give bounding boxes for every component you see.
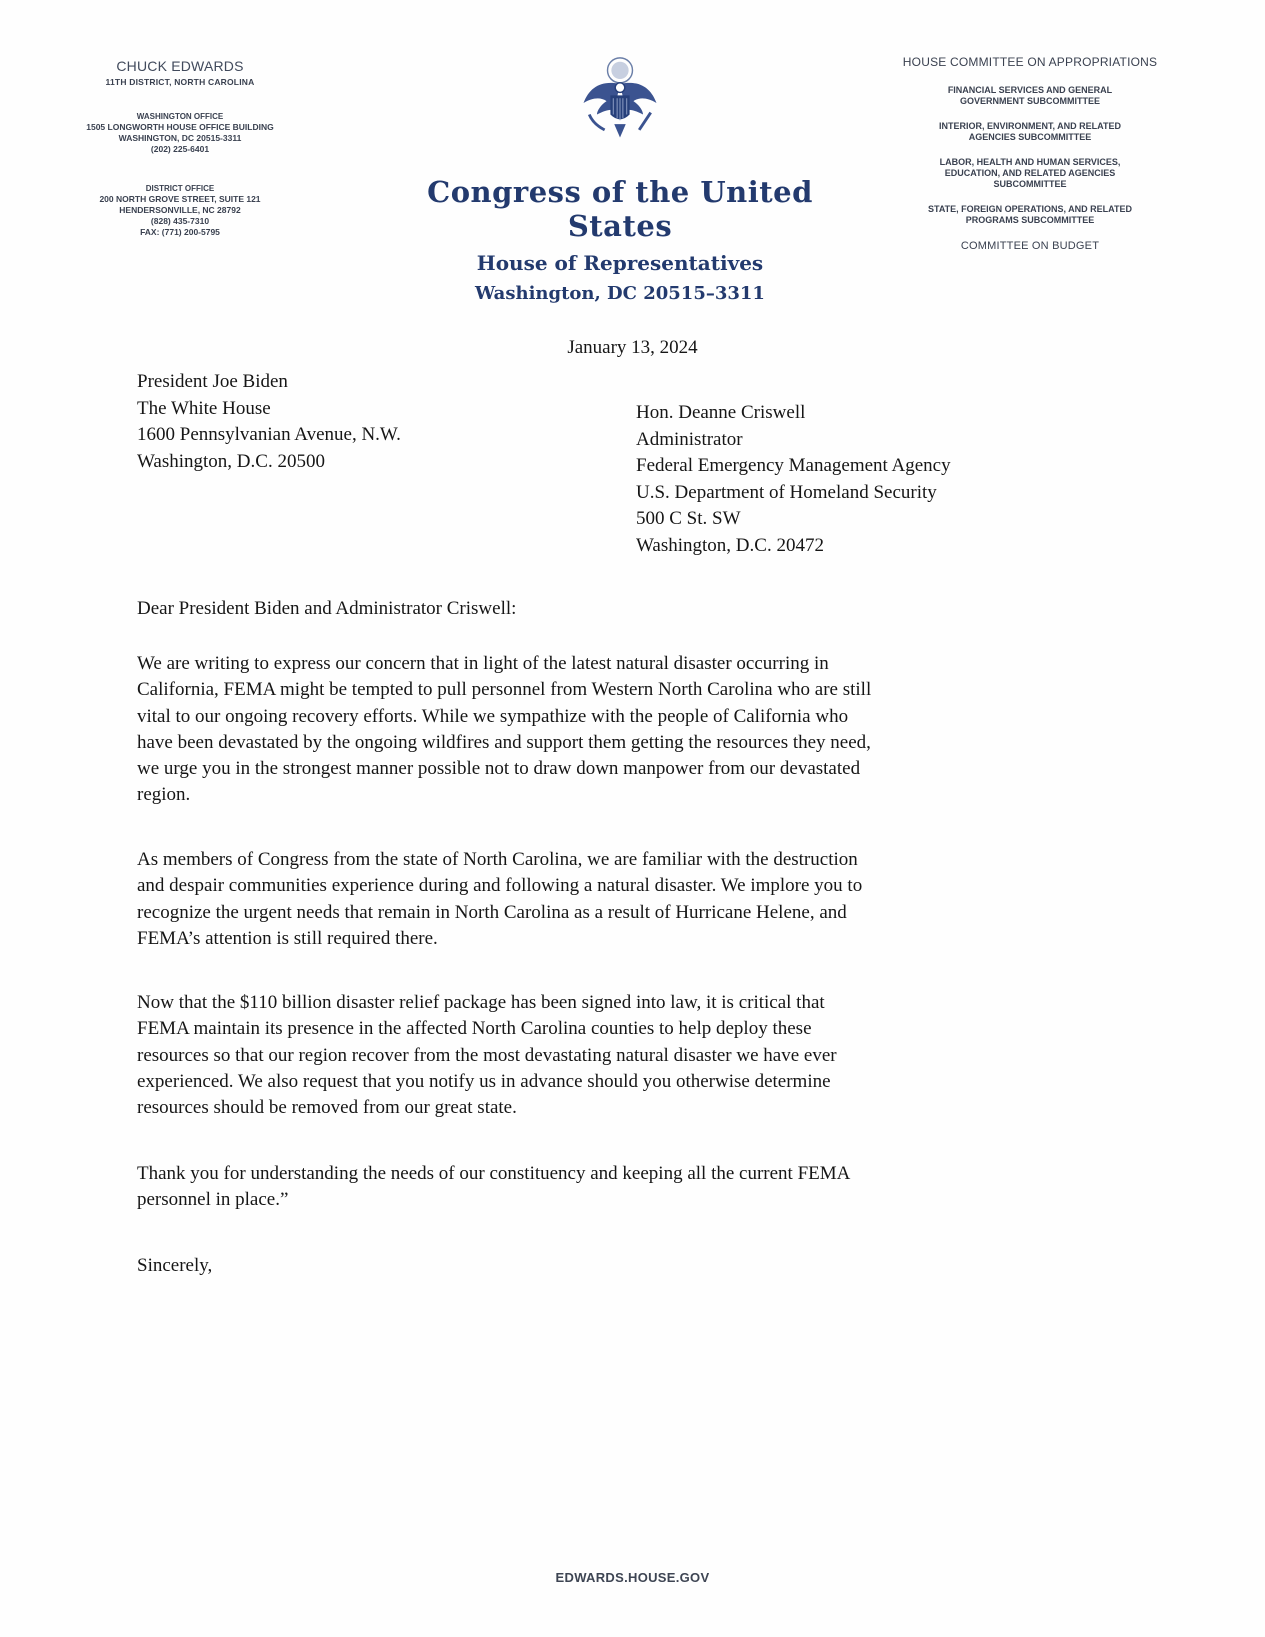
district-office-line: 200 NORTH GROVE STREET, SUITE 121 <box>99 194 261 204</box>
recipient-line: Federal Emergency Management Agency <box>636 455 951 476</box>
paragraph-line: personnel in place.” <box>137 1189 289 1211</box>
district-office-fax: FAX: (771) 200-5795 <box>140 227 220 237</box>
committee-info <box>860 55 1200 252</box>
body-paragraph-2 <box>137 847 1087 952</box>
committee-title: HOUSE COMMITTEE ON APPROPRIATIONS <box>902 55 1158 69</box>
recipient-line: Washington, D.C. 20500 <box>137 450 325 472</box>
member-district: 11TH DISTRICT, NORTH CAROLINA <box>105 77 255 87</box>
paragraph-line: region. <box>137 784 191 806</box>
subcommittee-line: AGENCIES SUBCOMMITTEE <box>968 132 1092 142</box>
member-info <box>40 58 320 238</box>
body-paragraph-1 <box>137 651 1087 809</box>
paragraph-line: and despair communities experience during and following a natural disaster. We implore you to <box>137 875 863 897</box>
paragraph-line: experienced. We also request that you notify us in advance should you otherwise determine <box>137 1070 831 1092</box>
recipient-line: President Joe Biden <box>137 371 288 392</box>
district-office-line: HENDERSONVILLE, NC 28792 <box>119 205 241 215</box>
letter-date: January 13, 2024 <box>567 337 698 358</box>
paragraph-line: recognize the urgent needs that remain in North Carolina as a result of Hurricane Helene, and <box>137 901 847 923</box>
subcommittee-financial-services <box>860 85 1200 107</box>
recipient-line: Hon. Deanne Criswell <box>636 402 806 423</box>
paragraph-line: resources should be removed from our great state. <box>137 1097 517 1119</box>
subcommittee-line: GOVERNMENT SUBCOMMITTEE <box>959 96 1100 106</box>
house-title: House of Representatives <box>476 251 764 275</box>
paragraph-line: We are writing to express our concern that in light of the latest natural disaster occurring in <box>137 653 829 674</box>
district-office-title: DISTRICT OFFICE <box>145 184 215 193</box>
closing: Sincerely, <box>137 1255 213 1276</box>
district-office-phone: (828) 435-7310 <box>150 216 210 226</box>
paragraph-line: have been devastated by the ongoing wildfires and support them getting the resources they need, <box>137 731 871 753</box>
subcommittee-line: PROGRAMS SUBCOMMITTEE <box>965 215 1095 225</box>
salutation: Dear President Biden and Administrator Criswell: <box>137 598 517 619</box>
footer-website: EDWARDS.HOUSE.GOV <box>555 1570 710 1585</box>
paragraph-line: FEMA’s attention is still required there. <box>137 927 438 949</box>
washington-office <box>40 111 320 155</box>
recipient-line: The White House <box>137 397 271 419</box>
paragraph-line: we urge you in the strongest manner possible not to draw down manpower from our devastated <box>137 758 861 780</box>
recipient-address-left <box>137 369 401 475</box>
recipient-address-right <box>636 400 951 559</box>
paragraph-line: vital to our ongoing recovery efforts. While we sympathize with the people of California who <box>137 705 849 727</box>
body-paragraph-4 <box>137 1161 1087 1214</box>
subcommittee-state-foreign-ops <box>860 204 1200 226</box>
paragraph-line: As members of Congress from the state of North Carolina, we are familiar with the destruction <box>137 849 858 870</box>
subcommittee-line: SUBCOMMITTEE <box>993 179 1067 189</box>
district-office <box>40 183 320 238</box>
subcommittee-line: STATE, FOREIGN OPERATIONS, AND RELATED <box>927 204 1132 214</box>
paragraph-line: FEMA maintain its presence in the affected North Carolina counties to help deploy these <box>137 1018 812 1040</box>
subcommittee-line: LABOR, HEALTH AND HUMAN SERVICES, <box>939 157 1121 167</box>
body-paragraph-3 <box>137 990 1087 1121</box>
subcommittee-labor-health <box>860 157 1200 190</box>
recipient-line: Administrator <box>636 428 743 450</box>
recipient-line: 500 C St. SW <box>636 508 741 529</box>
great-seal-eagle-icon <box>572 55 668 151</box>
recipient-line: Washington, D.C. 20472 <box>636 534 824 556</box>
congress-letterhead <box>370 55 870 304</box>
paragraph-line: resources so that our region recover from the most devastating natural disaster we have ever <box>137 1044 837 1066</box>
washington-office-title: WASHINGTON OFFICE <box>136 112 224 121</box>
budget-committee: COMMITTEE ON BUDGET <box>960 240 1100 252</box>
washington-office-line: 1505 LONGWORTH HOUSE OFFICE BUILDING <box>86 122 274 132</box>
paragraph-line: California, FEMA might be tempted to pull personnel from Western North Carolina who are still <box>137 679 872 701</box>
washington-office-line: WASHINGTON, DC 20515-3311 <box>118 133 242 143</box>
recipient-line: U.S. Department of Homeland Security <box>636 481 937 503</box>
paragraph-line: Thank you for understanding the needs of our constituency and keeping all the current FEMA <box>137 1163 851 1184</box>
member-name: CHUCK EDWARDS <box>116 58 244 74</box>
subcommittee-line: INTERIOR, ENVIRONMENT, AND RELATED <box>938 121 1121 131</box>
congress-title: Congress of the United States <box>427 175 813 243</box>
subcommittee-interior <box>860 121 1200 143</box>
paragraph-line: Now that the $110 billion disaster relief package has been signed into law, it is critical that <box>137 992 825 1013</box>
subcommittee-line: FINANCIAL SERVICES AND GENERAL <box>947 85 1113 95</box>
congress-city: Washington, DC 20515–3311 <box>475 283 765 304</box>
subcommittee-line: EDUCATION, AND RELATED AGENCIES <box>944 168 1116 178</box>
washington-office-phone: (202) 225-6401 <box>150 144 210 154</box>
recipient-line: 1600 Pennsylvanian Avenue, N.W. <box>137 424 401 445</box>
